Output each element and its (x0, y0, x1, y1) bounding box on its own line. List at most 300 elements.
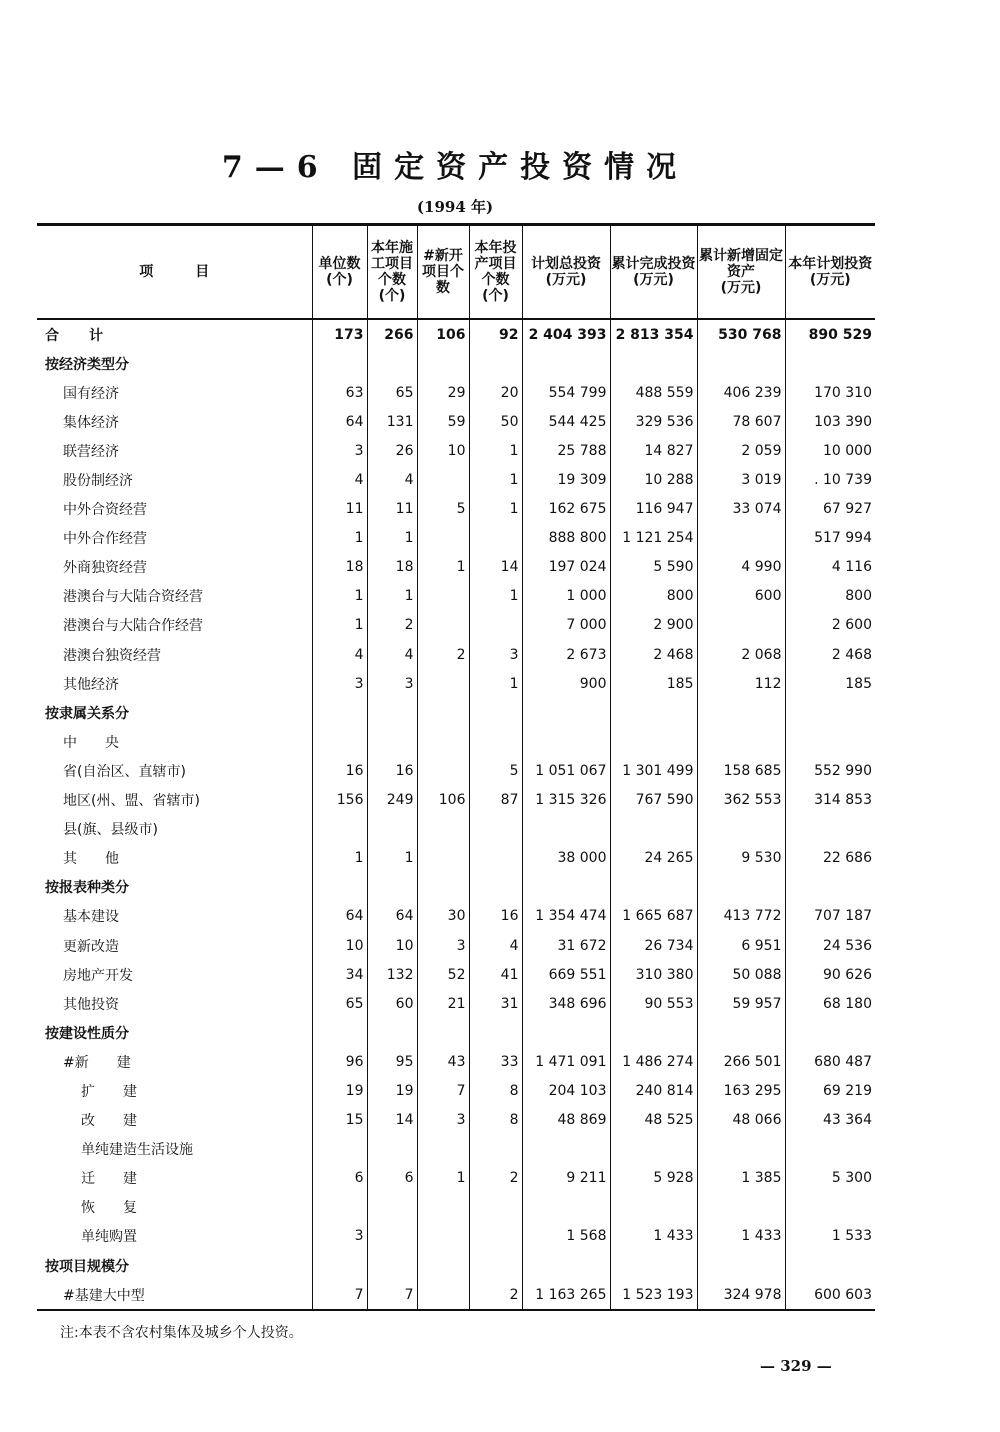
cell-value (417, 698, 469, 727)
cell-value: 65 (367, 378, 417, 407)
cell-value: 48 066 (697, 1106, 785, 1135)
cell-value: 324 978 (697, 1280, 785, 1310)
cell-value: 1 (367, 524, 417, 553)
cell-value: 5 (417, 495, 469, 524)
header-cumulative: 累计完成投资 (万元) (610, 225, 697, 320)
cell-value: 69 219 (785, 1076, 875, 1105)
table-row (37, 1018, 875, 1047)
cell-value: 6 951 (697, 931, 785, 960)
cell-value (469, 727, 522, 756)
cell-value: 329 536 (610, 407, 697, 436)
cell-value: 24 265 (610, 844, 697, 873)
row-label: 按项目规模分 (45, 1258, 129, 1275)
cell-value: 25 788 (522, 436, 610, 465)
cell-value (522, 1135, 610, 1164)
table-row (37, 844, 875, 873)
cell-value (367, 873, 417, 902)
row-label: 港澳台与大陆合作经营 (63, 618, 203, 635)
table-row (37, 786, 875, 815)
cell-value: 9 211 (522, 1164, 610, 1193)
investment-table (37, 223, 875, 1311)
cell-value: 5 590 (610, 553, 697, 582)
cell-value: 554 799 (522, 378, 610, 407)
cell-value: 19 (367, 1076, 417, 1105)
cell-value: 1 568 (522, 1222, 610, 1251)
header-completed: 本年投产项目个数 (个) (469, 225, 522, 320)
cell-value (785, 1251, 875, 1280)
row-label: 其他经济 (63, 676, 119, 693)
cell-value: 22 686 (785, 844, 875, 873)
cell-value: 488 559 (610, 378, 697, 407)
cell-value: 890 529 (785, 319, 875, 349)
cell-value: 10 (312, 931, 367, 960)
cell-value: 64 (312, 407, 367, 436)
row-label: 外商独资经营 (63, 560, 147, 577)
row-label: 地区(州、盟、省辖市) (63, 793, 200, 810)
cell-value (610, 349, 697, 378)
header-item: 项 目 (37, 225, 312, 320)
cell-value (312, 1135, 367, 1164)
cell-value (522, 349, 610, 378)
cell-value: 1 523 193 (610, 1280, 697, 1310)
cell-value (417, 669, 469, 698)
cell-value: 7 (312, 1280, 367, 1310)
cell-value: 3 019 (697, 465, 785, 494)
cell-value: 38 000 (522, 844, 610, 873)
cell-value: 1 000 (522, 582, 610, 611)
cell-value: 1 471 091 (522, 1047, 610, 1076)
table-row (37, 553, 875, 582)
table-row (37, 640, 875, 669)
table-row (37, 902, 875, 931)
cell-value: 204 103 (522, 1076, 610, 1105)
table-row (37, 1222, 875, 1251)
cell-value: 240 814 (610, 1076, 697, 1105)
cell-value (610, 1251, 697, 1280)
cell-value (610, 1018, 697, 1047)
cell-value (312, 727, 367, 756)
cell-value: 68 180 (785, 989, 875, 1018)
cell-value (785, 349, 875, 378)
table-row (37, 1164, 875, 1193)
cell-value: 1 (417, 553, 469, 582)
cell-value: 7 000 (522, 611, 610, 640)
cell-value (697, 1193, 785, 1222)
cell-value (312, 815, 367, 844)
cell-value: 4 (312, 640, 367, 669)
table-row (37, 1280, 875, 1310)
cell-value: 310 380 (610, 960, 697, 989)
cell-value: 1 301 499 (610, 756, 697, 785)
cell-value: 314 853 (785, 786, 875, 815)
cell-value: 266 501 (697, 1047, 785, 1076)
table-row (37, 319, 875, 349)
cell-value: 106 (417, 786, 469, 815)
table-row (37, 611, 875, 640)
table-row (37, 756, 875, 785)
cell-value: 10 288 (610, 465, 697, 494)
cell-value: 90 553 (610, 989, 697, 1018)
cell-value: 6 (367, 1164, 417, 1193)
cell-value (469, 1251, 522, 1280)
row-label: 合计 (45, 327, 133, 344)
row-label: 其他投资 (63, 996, 119, 1013)
cell-value (522, 698, 610, 727)
cell-value: . 10 739 (785, 465, 875, 494)
table-row (37, 931, 875, 960)
cell-value (417, 1280, 469, 1310)
cell-value (610, 873, 697, 902)
cell-value: 517 994 (785, 524, 875, 553)
cell-value (312, 1251, 367, 1280)
table-row (37, 1251, 875, 1280)
row-label: 按隶属关系分 (45, 705, 129, 722)
header-units: 单位数 (个) (312, 225, 367, 320)
cell-value: 60 (367, 989, 417, 1018)
table-row (37, 669, 875, 698)
cell-value: 3 (367, 669, 417, 698)
cell-value: 1 433 (610, 1222, 697, 1251)
row-label: 房地产开发 (63, 967, 133, 984)
cell-value (417, 727, 469, 756)
cell-value (417, 1222, 469, 1251)
cell-value: 131 (367, 407, 417, 436)
row-label: 中 央 (63, 734, 119, 751)
cell-value (522, 727, 610, 756)
cell-value: 1 354 474 (522, 902, 610, 931)
row-label: 按建设性质分 (45, 1025, 129, 1042)
cell-value: 707 187 (785, 902, 875, 931)
cell-value (697, 873, 785, 902)
cell-value (697, 524, 785, 553)
row-label: 港澳台独资经营 (63, 647, 161, 664)
header-new: #新开项目个数 (417, 225, 469, 320)
table-row (37, 524, 875, 553)
cell-value: 7 (417, 1076, 469, 1105)
table-row (37, 989, 875, 1018)
cell-value (417, 1018, 469, 1047)
cell-value (469, 611, 522, 640)
cell-value: 14 (469, 553, 522, 582)
cell-value: 4 (367, 640, 417, 669)
row-label: 单纯建造生活设施 (81, 1142, 193, 1159)
cell-value: 5 (469, 756, 522, 785)
cell-value: 156 (312, 786, 367, 815)
cell-value (785, 1193, 875, 1222)
cell-value (417, 465, 469, 494)
cell-value (417, 815, 469, 844)
cell-value (417, 611, 469, 640)
cell-value (697, 815, 785, 844)
cell-value: 19 309 (522, 465, 610, 494)
cell-value: 14 (367, 1106, 417, 1135)
cell-value: 600 (697, 582, 785, 611)
cell-value: 1 (312, 844, 367, 873)
cell-value: 15 (312, 1106, 367, 1135)
cell-value: 59 (417, 407, 469, 436)
cell-value: 544 425 (522, 407, 610, 436)
cell-value (610, 698, 697, 727)
row-label: 县(旗、县级市) (63, 822, 158, 839)
cell-value: 96 (312, 1047, 367, 1076)
cell-value: 1 (367, 844, 417, 873)
cell-value (367, 727, 417, 756)
cell-value: 48 869 (522, 1106, 610, 1135)
cell-value: 31 672 (522, 931, 610, 960)
table-row (37, 1135, 875, 1164)
cell-value (469, 524, 522, 553)
cell-value (469, 698, 522, 727)
cell-value: 249 (367, 786, 417, 815)
table-row (37, 1193, 875, 1222)
cell-value (417, 1193, 469, 1222)
cell-value (367, 349, 417, 378)
cell-value: 173 (312, 319, 367, 349)
cell-value: 669 551 (522, 960, 610, 989)
cell-value (785, 873, 875, 902)
cell-value (417, 349, 469, 378)
cell-value (697, 349, 785, 378)
row-label: 迁 建 (81, 1171, 137, 1188)
cell-value (312, 873, 367, 902)
cell-value (469, 844, 522, 873)
cell-value: 1 (312, 582, 367, 611)
cell-value: 1 (312, 611, 367, 640)
cell-value: 3 (312, 436, 367, 465)
row-label: #基建大中型 (37, 1280, 312, 1310)
cell-value: 19 (312, 1076, 367, 1105)
cell-value: 1 (312, 524, 367, 553)
cell-value (697, 611, 785, 640)
cell-value (469, 1018, 522, 1047)
cell-value: 197 024 (522, 553, 610, 582)
table-row (37, 436, 875, 465)
row-label: 单纯购置 (81, 1229, 137, 1246)
cell-value: 34 (312, 960, 367, 989)
cell-value (697, 1251, 785, 1280)
cell-value: 530 768 (697, 319, 785, 349)
cell-value (417, 756, 469, 785)
cell-value (610, 1135, 697, 1164)
row-label: 改 建 (81, 1113, 137, 1130)
cell-value: 18 (367, 553, 417, 582)
cell-value: 29 (417, 378, 469, 407)
cell-value: 92 (469, 319, 522, 349)
cell-value: 16 (367, 756, 417, 785)
cell-value (312, 1018, 367, 1047)
cell-value (312, 698, 367, 727)
cell-value: 2 (469, 1280, 522, 1310)
cell-value: 103 390 (785, 407, 875, 436)
cell-value: 106 (417, 319, 469, 349)
cell-value: 2 404 393 (522, 319, 610, 349)
cell-value (785, 698, 875, 727)
cell-value: 1 (469, 582, 522, 611)
cell-value: 185 (610, 669, 697, 698)
cell-value (417, 1135, 469, 1164)
cell-value: 4 990 (697, 553, 785, 582)
table-note: 注:本表不含农村集体及城乡个人投资。 (60, 1325, 303, 1341)
cell-value (610, 727, 697, 756)
cell-value: 5 928 (610, 1164, 697, 1193)
cell-value (367, 1222, 417, 1251)
cell-value (697, 698, 785, 727)
cell-value: 4 (367, 465, 417, 494)
header-construction: 本年施工项目个数 (个) (367, 225, 417, 320)
cell-value: 1 (469, 495, 522, 524)
cell-value: 64 (312, 902, 367, 931)
cell-value: 50 (469, 407, 522, 436)
cell-value: 1 (469, 669, 522, 698)
cell-value (367, 1251, 417, 1280)
cell-value: 10 000 (785, 436, 875, 465)
table-row (37, 815, 875, 844)
cell-value: 4 116 (785, 553, 875, 582)
cell-value: 767 590 (610, 786, 697, 815)
cell-value: 20 (469, 378, 522, 407)
cell-value: 50 088 (697, 960, 785, 989)
cell-value: 43 364 (785, 1106, 875, 1135)
cell-value: 2 900 (610, 611, 697, 640)
cell-value: 33 (469, 1047, 522, 1076)
cell-value: 90 626 (785, 960, 875, 989)
cell-value: 2 059 (697, 436, 785, 465)
row-label: 按经济类型分 (45, 356, 129, 373)
cell-value (785, 727, 875, 756)
cell-value (367, 1018, 417, 1047)
cell-value: 1 121 254 (610, 524, 697, 553)
cell-value: 413 772 (697, 902, 785, 931)
cell-value (522, 1018, 610, 1047)
row-label: 按报表种类分 (45, 880, 129, 897)
cell-value: 65 (312, 989, 367, 1018)
cell-value: 2 600 (785, 611, 875, 640)
table-row (37, 378, 875, 407)
row-label: 集体经济 (63, 414, 119, 431)
cell-value: 4 (312, 465, 367, 494)
row-label: 更新改造 (63, 938, 119, 955)
row-label: 其 他 (63, 851, 119, 868)
cell-value (785, 1018, 875, 1047)
cell-value: 680 487 (785, 1047, 875, 1076)
cell-value: 1 486 274 (610, 1047, 697, 1076)
cell-value: 48 525 (610, 1106, 697, 1135)
header-fixed-assets: 累计新增固定资产 (万元) (697, 225, 785, 320)
cell-value: 3 (312, 1222, 367, 1251)
header-planned: 计划总投资 (万元) (522, 225, 610, 320)
cell-value: 31 (469, 989, 522, 1018)
cell-value: 87 (469, 786, 522, 815)
cell-value: 59 957 (697, 989, 785, 1018)
cell-value (785, 1135, 875, 1164)
cell-value: 900 (522, 669, 610, 698)
cell-value: 18 (312, 553, 367, 582)
cell-value: 3 (417, 1106, 469, 1135)
table-row (37, 873, 875, 902)
cell-value (785, 815, 875, 844)
cell-value (469, 1135, 522, 1164)
row-label: 国有经济 (63, 385, 119, 402)
cell-value: 162 675 (522, 495, 610, 524)
cell-value: 33 074 (697, 495, 785, 524)
cell-value (522, 1193, 610, 1222)
cell-value (697, 1018, 785, 1047)
table-row (37, 727, 875, 756)
cell-value: 132 (367, 960, 417, 989)
cell-value (469, 1222, 522, 1251)
cell-value: 10 (417, 436, 469, 465)
cell-value: 266 (367, 319, 417, 349)
cell-value: 1 433 (697, 1222, 785, 1251)
table-row (37, 582, 875, 611)
table-row (37, 1047, 875, 1076)
row-label: 扩 建 (81, 1083, 137, 1100)
cell-value (312, 1193, 367, 1222)
cell-value (312, 349, 367, 378)
cell-value: 7 (367, 1280, 417, 1310)
cell-value: 2 813 354 (610, 319, 697, 349)
table-row (37, 495, 875, 524)
cell-value: 1 (469, 465, 522, 494)
header-year-plan: 本年计划投资 (万元) (785, 225, 875, 320)
table-row (37, 465, 875, 494)
cell-value (417, 1251, 469, 1280)
cell-value: 2 068 (697, 640, 785, 669)
cell-value: 2 468 (610, 640, 697, 669)
cell-value: 1 315 326 (522, 786, 610, 815)
cell-value: 11 (367, 495, 417, 524)
cell-value: 16 (312, 756, 367, 785)
cell-value: 406 239 (697, 378, 785, 407)
cell-value: 112 (697, 669, 785, 698)
cell-value: 5 300 (785, 1164, 875, 1193)
cell-value (417, 582, 469, 611)
cell-value: 1 665 687 (610, 902, 697, 931)
cell-value (610, 1193, 697, 1222)
cell-value: 2 468 (785, 640, 875, 669)
cell-value: 1 (417, 1164, 469, 1193)
table-title: 7—6 固定资产投资情况 (221, 150, 689, 185)
cell-value (610, 815, 697, 844)
table-row (37, 407, 875, 436)
cell-value: 43 (417, 1047, 469, 1076)
cell-value: 2 (417, 640, 469, 669)
cell-value: 4 (469, 931, 522, 960)
cell-value: 348 696 (522, 989, 610, 1018)
cell-value: 41 (469, 960, 522, 989)
cell-value: 30 (417, 902, 469, 931)
cell-value (697, 727, 785, 756)
cell-value (367, 1135, 417, 1164)
cell-value: 185 (785, 669, 875, 698)
cell-value: 552 990 (785, 756, 875, 785)
cell-value: 78 607 (697, 407, 785, 436)
cell-value (469, 349, 522, 378)
row-label: 港澳台与大陆合资经营 (63, 589, 203, 606)
row-label: 股份制经济 (63, 473, 133, 490)
cell-value (417, 844, 469, 873)
cell-value: 63 (312, 378, 367, 407)
cell-value: 3 (469, 640, 522, 669)
cell-value: 1 051 067 (522, 756, 610, 785)
row-label: 省(自治区、直辖市) (63, 763, 186, 780)
cell-value: 362 553 (697, 786, 785, 815)
cell-value: 9 530 (697, 844, 785, 873)
cell-value: 24 536 (785, 931, 875, 960)
cell-value: 170 310 (785, 378, 875, 407)
cell-value: 1 385 (697, 1164, 785, 1193)
cell-value (469, 873, 522, 902)
